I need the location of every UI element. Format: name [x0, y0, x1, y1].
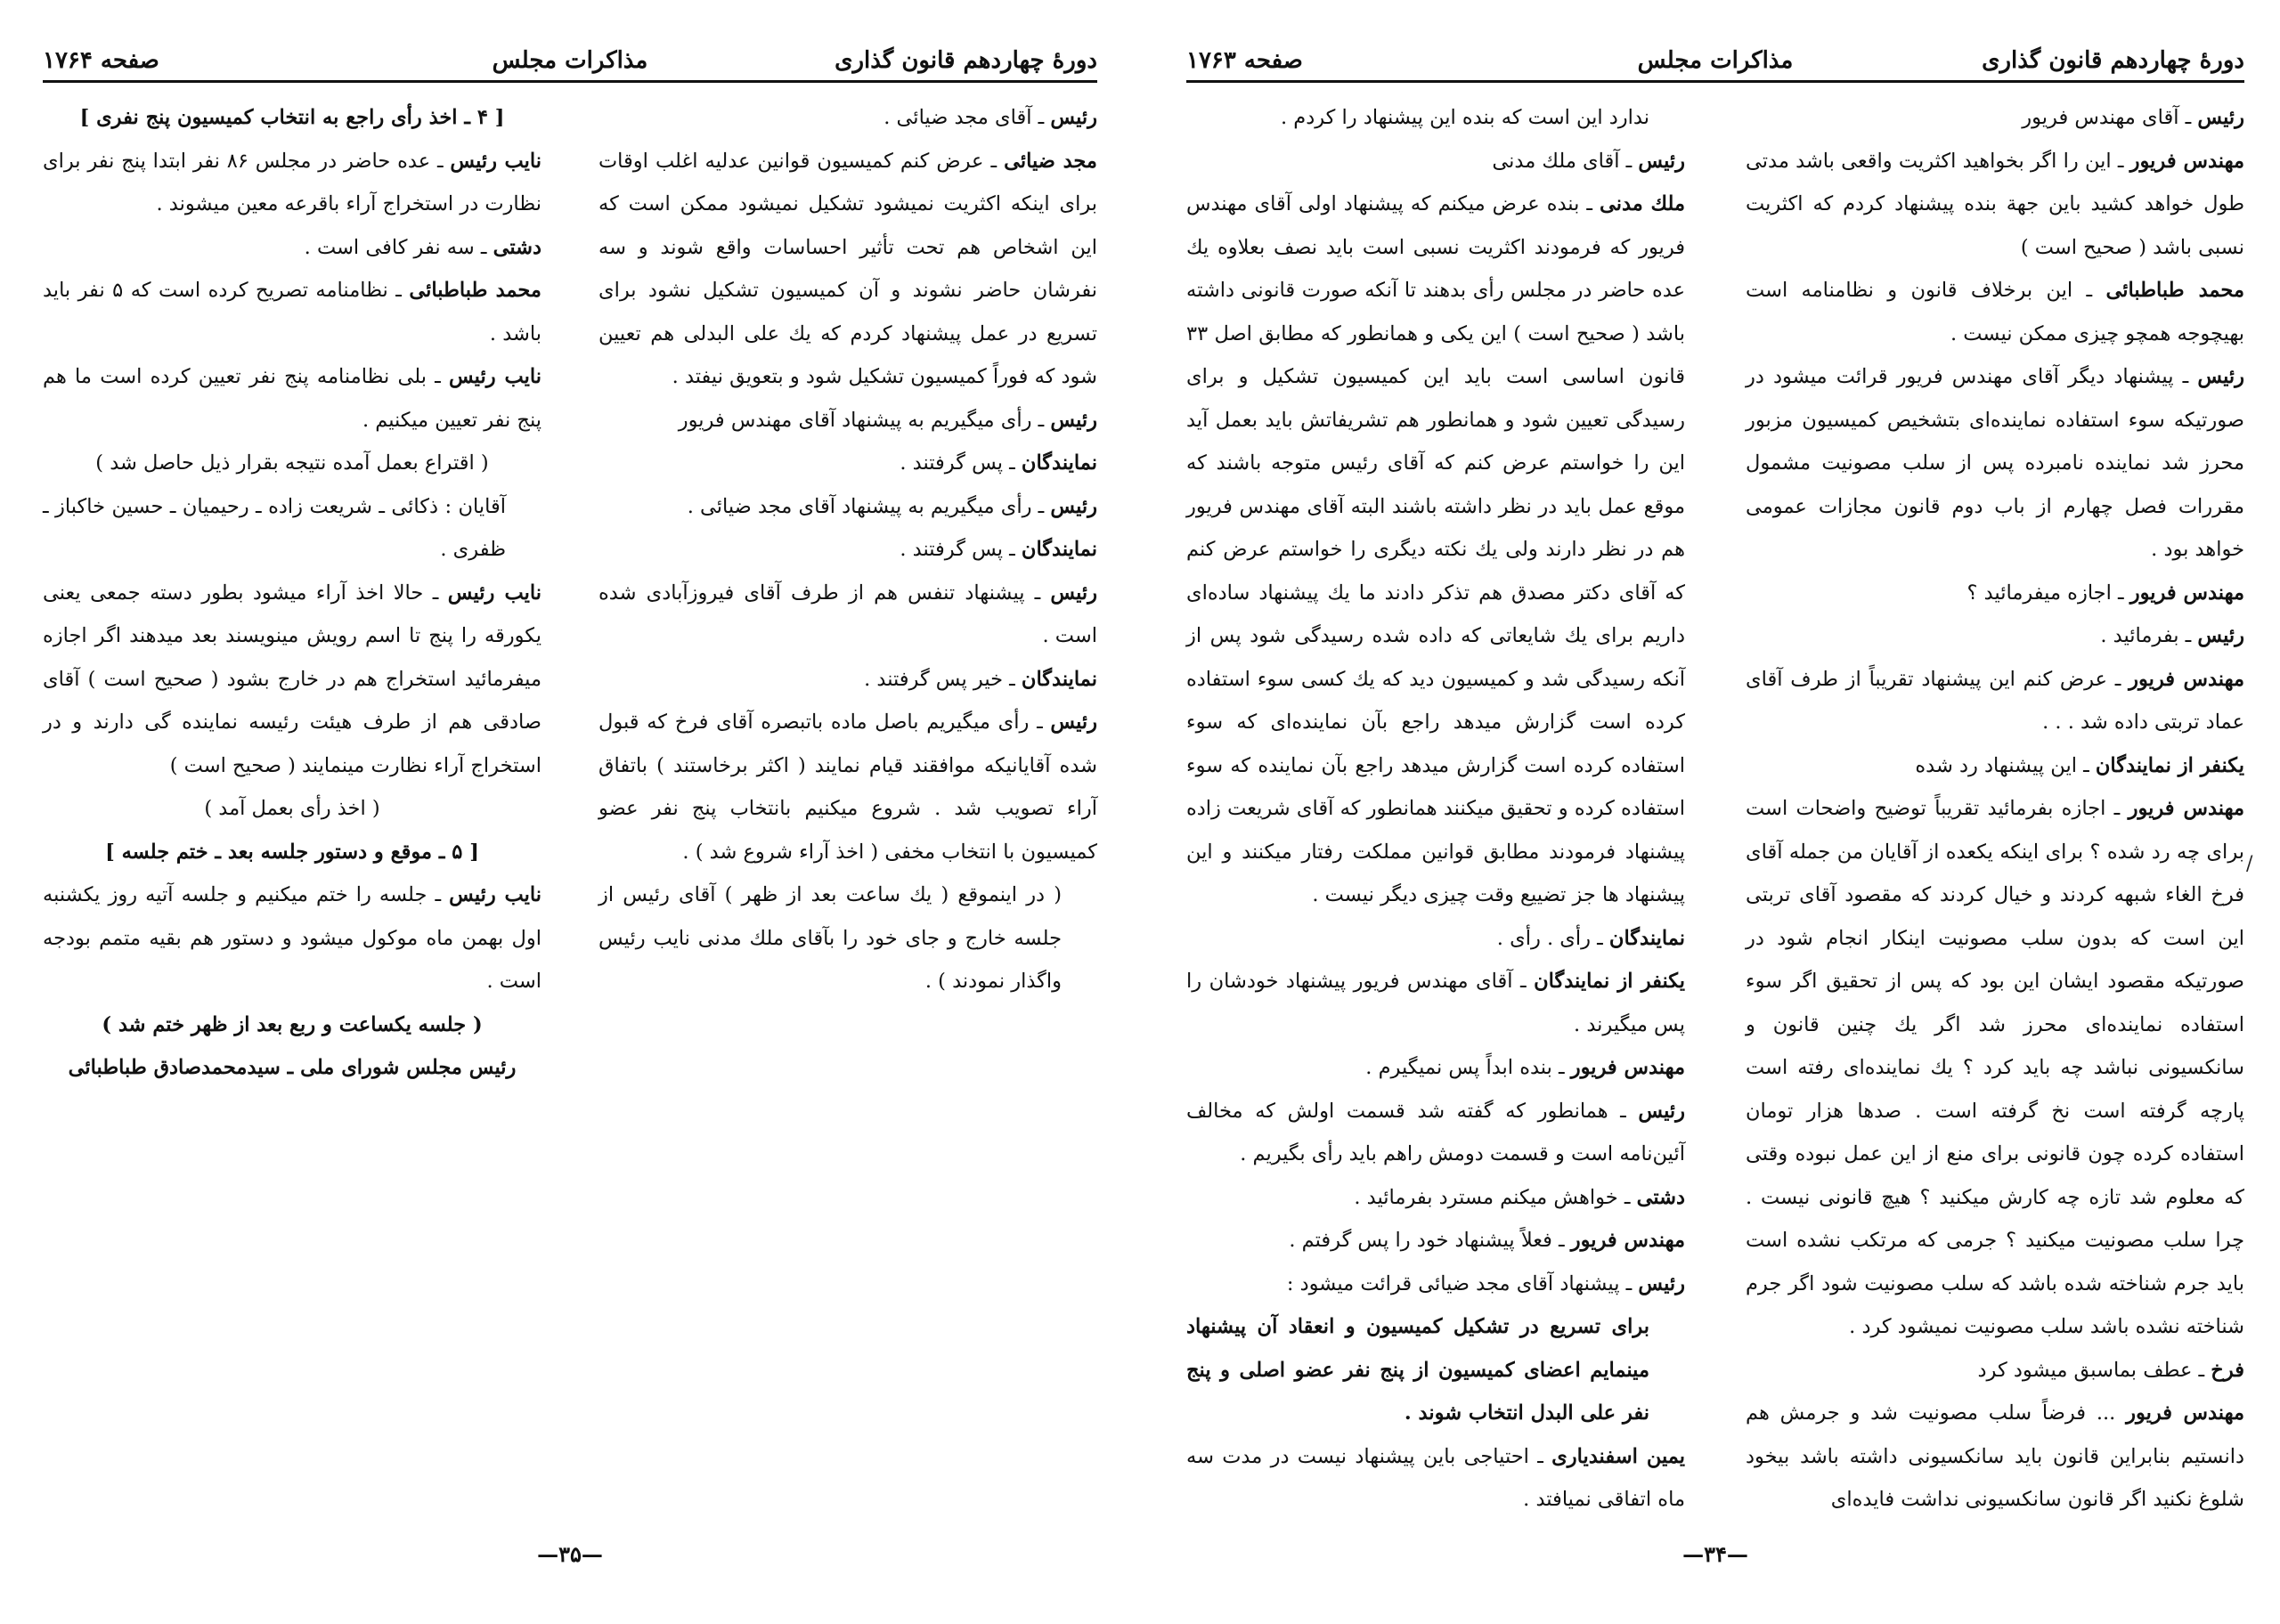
speech-text: ـ پس گرفتند .	[900, 538, 1022, 561]
speech-paragraph	[1186, 183, 1685, 917]
header-page-label: صفحه ۱۷۶۴	[43, 47, 159, 74]
speaker-name: مهندس فریور	[2129, 581, 2244, 605]
speaker-name: نایب رئیس	[447, 581, 542, 605]
speech-text: ... فرضاً سلب مصونیت شد و جرمش هم دانستیم بنابراین قانون باید سانکسیونی داشته باشد بیخود شلوغ نکنید اگر قانون سانکسیونی نداشت فایده‌ای	[1746, 1401, 2244, 1511]
speech-text: ـ اجازه بفرمائید تقریباً توضیح واضحات است برای چه رد شده ؟ برای اینکه یکعده از آقایان من جمله آقای فرخ الغاء شبهه کردند و خیال کردند که مقصود آقای تربتی این است که بدون سلب مصونیت اینکار انجام شود در صورتیکه مقصود ایشان این بود که پس از تحقیق اگر سوء استفاده نماینده‌ای محرز شد اگر یك چنین قانون و سانکسیونی نباشد چه باید کرد ؟ یك نماینده‌ای رفته است پارچه گرفته است نخ گرفته است . صدها هزار تومان استفاده کرده چون قانونی برای منع از این عمل نبوده وقتی که معلوم شد تازه چه کارش میکنید ؟ هیچ قانونی نیست . چرا سلب مصونیت میکنید ؟ جرمی که مرتکب نشده است باید جرم شناخته شده باشد که سلب مصونیت شود اگر جرم شناخته نشده باشد سلب مصونیت نمیشود کرد .	[1746, 797, 2244, 1338]
speech-paragraph	[1746, 1349, 2244, 1393]
speech-paragraph	[598, 658, 1097, 702]
speech-text: برای تسریع در تشکیل کمیسیون و انعقاد آن پیشنهاد مینمایم اعضای کمیسیون از پنج نفر عضو اصلی و پنج نفر علی البدل انتخاب شوند .	[1186, 1315, 1649, 1425]
speech-text: ـ این را اگر بخواهید اکثریت واقعی باشد مدتی طول خواهد کشید باین جهة بنده پیشنهاد کردم که اکثریت نسبی باشد ( صحیح است )	[1746, 149, 2244, 259]
speaker-name: رئیس	[1638, 1099, 1685, 1123]
speech-text: ـ عرض کنم کمیسیون قوانین عدلیه اغلب اوقات برای اینکه اکثریت نمیشود تشکیل نمیشود ممکن است که این اشخاص هم تحت تأثیر احساسات واقع شوند و سه نفرشان حاضر نشوند و آن کمیسیون تشکیل نشود برای تسریع در عمل پیشنهاد کردم که یك علی البدلی هم تعیین شود که فوراً کمیسیون تشکیل شود و بتعویق نیفتد .	[598, 149, 1097, 388]
speech-text: ـ آقای مهندس فریور پیشنهاد خودشان را پس میگیرند .	[1186, 970, 1685, 1036]
speech-paragraph	[1186, 1090, 1685, 1176]
header-title: مذاکرات مجلس	[492, 47, 648, 74]
speaker-name: نمایندگان	[1608, 926, 1685, 950]
page-right-1763	[1186, 45, 2244, 1594]
speaker-name: دشتی	[1636, 1185, 1685, 1209]
speech-paragraph	[1186, 1219, 1685, 1263]
speech-paragraph	[43, 355, 542, 442]
speech-paragraph	[1746, 614, 2244, 658]
speech-paragraph	[1186, 1305, 1685, 1435]
speech-paragraph	[1746, 269, 2244, 355]
speaker-name: نایب رئیس	[449, 365, 542, 388]
procedural-note: ( اخذ رأی بعمل آمد )	[204, 797, 380, 820]
speaker-name: یکنفر از نمایندگان	[2095, 753, 2244, 777]
speech-paragraph	[598, 701, 1097, 873]
speech-text: ـ حالا اخذ آراء میشود بطور دسته جمعی یعنی یکورقه را پنج تا اسم رویش مینویسند بعد میدهند اگر اجازه میفرمائید استخراج هم در خارج بشود ( صحیح است ) آقای صادقی هم از طرف هیئت رئیسه نماینده گی دارند و در استخراج آراء نظارت مینمایند ( صحیح است )	[43, 581, 542, 777]
text-column-left	[1186, 96, 1685, 1522]
section-heading: رئیس مجلس شورای ملی ـ سیدمحمدصادق طباطبائی	[68, 1056, 517, 1079]
speaker-name: رئیس	[1638, 149, 1685, 173]
page-number: —۳۴—	[1682, 1541, 1748, 1567]
speaker-name: محمد طباطبائی	[409, 279, 542, 302]
speaker-name: رئیس	[2197, 624, 2244, 647]
text-column-left	[43, 96, 542, 1090]
speech-paragraph	[598, 96, 1097, 140]
speech-paragraph	[43, 572, 542, 788]
speech-text: ـ پیشنهاد تنفس هم از طرف آقای فیروزآبادی شده است .	[598, 581, 1097, 647]
speech-text: آقایان : ذکائی ـ شریعت زاده ـ رحیمیان ـ حسین خاکباز ـ ظفری .	[43, 494, 506, 561]
speech-paragraph	[598, 873, 1097, 1003]
speech-text: ـ بنده ابداً پس نمیگیرم .	[1365, 1056, 1571, 1079]
header-page-label: صفحه ۱۷۶۳	[1186, 47, 1303, 74]
text-column-right	[1746, 96, 2244, 1522]
speech-text: ـ بنده عرض میکنم که پیشنهاد اولی آقای مهندس فریور که فرمودند اکثریت نسبی است باید نصف بعلاوه یك عده حاضر در مجلس رأی بدهند تا آنکه صورت قانونی داشته باشد ( صحیح است ) این یکی و همانطور که مطابق اصل ۳۳ قانون اساسی است باید این کمیسیون تشکیل و برای رسیدگی تعیین شود و همانطور هم تشریفاتش باید بعمل آید این را خواستم عرض کنم که آقای رئیس متوجه باشند که موقع عمل باید در نظر داشته باشند البته آقای مهندس فریور هم در نظر دارند ولی یك نکته دیگری را خواستم عرض کنم که آقای دکتر مصدق هم تذکر دادند ما یك پیشنهاد ساده‌ای داریم برای یك شایعاتی که داده شده رسیدگی شود پس از آنکه رسیدگی شد و کمیسیون دید که یك کسی سوء استفاده کرده است گزارش میدهد راجع بآن نماینده‌ای که سوء استفاده کرده است گزارش میدهد راجع بآن نماینده که سوء استفاده کرده و تحقیق میکنند همانطور که آقای شریعت زاده پیشنهاد فرمودند مطابق قوانین مملکت رفتار میکنند و این پیشنهاد ها جز تضییع وقت چیزی دیگر نیست .	[1186, 192, 1685, 906]
speech-paragraph	[43, 226, 542, 270]
speech-paragraph	[598, 399, 1097, 443]
page-number: —۳۵—	[537, 1541, 603, 1567]
speech-paragraph	[1186, 960, 1685, 1046]
speaker-name: ملك مدنی	[1599, 192, 1685, 215]
speech-text: ـ خواهش میکنم مسترد بفرمائید .	[1354, 1185, 1637, 1209]
speaker-name: رئیس	[1050, 106, 1097, 129]
speech-paragraph	[1186, 1046, 1685, 1090]
speaker-name: فرخ	[2211, 1358, 2244, 1382]
speech-text: ـ همانطور که گفته شد قسمت اولش که مخالف آئین‌نامه است و قسمت دومش راهم باید رأی بگیریم .	[1186, 1099, 1685, 1165]
procedural-note: ( اقتراع بعمل آمده نتیجه بقرار ذیل حاصل شد )	[95, 451, 489, 475]
speech-text: ـ بفرمائید .	[2100, 624, 2198, 647]
speech-text: ندارد این است که بنده این پیشنهاد را کردم .	[1281, 106, 1649, 129]
speech-paragraph	[43, 269, 542, 355]
speaker-name: نمایندگان	[1021, 538, 1097, 561]
page-left-1764	[43, 45, 1097, 1594]
speech-text: ـ جلسه را ختم میکنیم و جلسه آتیه روز یکشنبه اول بهمن ماه موکول میشود و دستور هم بقیه متمم بودجه است .	[43, 883, 542, 993]
speech-text: ـ خیر پس گرفتند .	[864, 667, 1022, 691]
page-header	[1186, 45, 2244, 83]
speech-paragraph	[43, 485, 542, 572]
speech-paragraph	[598, 572, 1097, 658]
speaker-name: رئیس	[2197, 365, 2244, 388]
speech-paragraph	[1186, 1176, 1685, 1220]
speech-text: ـ رأی . رأی .	[1496, 926, 1609, 950]
speech-paragraph	[1746, 96, 2244, 140]
speaker-name: یمین اسفندیاری	[1551, 1444, 1686, 1468]
speech-paragraph	[1746, 1392, 2244, 1522]
header-title: مذاکرات مجلس	[1637, 47, 1794, 74]
speaker-name: مجد ضیائی	[1004, 149, 1097, 173]
speech-text: ـ پیشنهاد دیگر آقای مهندس فریور قرائت میشود در صورتیکه سوء استفاده نماینده‌ای بتشخیص کمیسیون مزبور محرز شد نماینده نامبرده پس از سلب مصونیت مشمول مقررات فصل چهارم از باب دوم قانون مجازات عمومی خواهد بود .	[1746, 365, 2244, 561]
speaker-name: مهندس فریور	[1570, 1229, 1685, 1252]
speech-paragraph	[598, 140, 1097, 399]
speaker-name: رئیس	[1050, 581, 1097, 605]
speech-paragraph	[1186, 1435, 1685, 1522]
speaker-name: مهندس فریور	[2129, 667, 2244, 691]
speech-text: ـ رأی میگیریم به پیشنهاد آقای مجد ضیائی .	[687, 494, 1051, 518]
speech-paragraph	[1186, 1263, 1685, 1306]
speaker-name: رئیس	[1638, 1271, 1685, 1295]
speaker-name: رئیس	[1050, 710, 1097, 734]
speech-text: ـ این برخلاف قانون و نظامنامه است بهیچوجه همچو چیزی ممکن نیست .	[1746, 279, 2244, 345]
speech-text: ـ عده حاضر در مجلس ۸۶ نفر ابتدا پنج نفر برای نظارت در استخراج آراء باقرعه معین میشوند .	[43, 149, 542, 215]
speaker-name: مهندس فریور	[2128, 797, 2245, 820]
speech-text: ـ اجازه میفرمائید ؟	[1966, 581, 2130, 605]
speaker-name: محمد طباطبائی	[2105, 279, 2244, 302]
speech-paragraph	[43, 873, 542, 1003]
speech-text: ـ رأی میگیریم باصل ماده باتبصره آقای فرخ که قبول شده آقایانیکه موافقند قیام نمایند ( اکثر برخاستند ) باتفاق آراء تصویب شد . شروع میکنیم بانتخاب پنج نفر عضو کمیسیون با انتخاب مخفی ( اخذ آراء شروع شد ) .	[598, 710, 1097, 864]
speech-paragraph	[1746, 658, 2244, 744]
speech-paragraph	[1186, 140, 1685, 183]
speech-paragraph	[598, 528, 1097, 572]
speaker-name: رئیس	[1050, 408, 1097, 432]
speech-text: ـ این پیشنهاد رد شده	[1915, 753, 2096, 777]
speech-text: ـ فعلاً پیشنهاد خود را پس گرفتم .	[1289, 1229, 1571, 1252]
section-heading: [ ۵ ـ موقع و دستور جلسه بعد ـ ختم جلسه ]	[105, 840, 479, 864]
speech-text: ـ سه نفر کافی است .	[304, 235, 493, 259]
speech-text: ـ احتیاجی باین پیشنهاد نیست در مدت سه ماه اتفاقی نمیافتد .	[1186, 1444, 1685, 1511]
speaker-name: یکنفر از نمایندگان	[1534, 970, 1685, 993]
speaker-name: رئیس	[1050, 494, 1097, 518]
margin-annotation-mark: /	[2246, 853, 2253, 875]
section-heading: ( جلسه یکساعت و ربع بعد از ظهر ختم شد )	[102, 1012, 483, 1036]
speaker-name: نمایندگان	[1021, 667, 1097, 691]
speech-text: ـ آقای مهندس فریور	[2022, 106, 2198, 129]
speaker-name: نایب رئیس	[450, 149, 542, 173]
header-session: دورهٔ چهاردهم قانون گذاری	[1982, 47, 2244, 74]
header-session: دورهٔ چهاردهم قانون گذاری	[835, 47, 1097, 74]
speaker-name: رئیس	[2197, 106, 2244, 129]
speaker-name: نمایندگان	[1021, 451, 1097, 475]
speech-text: ـ آقای مجد ضیائی .	[884, 106, 1051, 129]
speech-text: ـ نظامنامه تصریح کرده است که ۵ نفر باید باشد .	[43, 279, 542, 345]
speech-paragraph	[1746, 140, 2244, 270]
speech-text: ـ پیشنهاد آقای مجد ضیائی قرائت میشود :	[1286, 1271, 1639, 1295]
speech-paragraph	[1746, 744, 2244, 788]
speech-text: ـ بلی نظامنامه پنج نفر تعیین کرده است ما هم پنج نفر تعیین میکنیم .	[43, 365, 542, 432]
speech-paragraph	[1746, 572, 2244, 615]
speech-paragraph	[43, 140, 542, 226]
speaker-name: مهندس فریور	[2126, 1401, 2244, 1425]
speech-text: ـ عرض کنم این پیشنهاد تقریباً از طرف آقای عماد تربتی داده شد . . .	[1746, 667, 2244, 734]
speech-paragraph	[1746, 355, 2244, 572]
speaker-name: مهندس فریور	[1570, 1056, 1685, 1079]
speech-paragraph	[1186, 917, 1685, 961]
speaker-name: نایب رئیس	[449, 883, 542, 906]
speech-paragraph	[598, 442, 1097, 485]
speaker-name: مهندس فریور	[2129, 149, 2245, 173]
speech-text: ـ آقای ملك مدنی	[1492, 149, 1639, 173]
speech-paragraph	[1746, 787, 2244, 1349]
speaker-name: دشتی	[493, 235, 542, 259]
speech-text: ( در اینموقع ( یك ساعت بعد از ظهر ) آقای رئیس از جلسه خارج و جای خود را بآقای ملك مدنی نایب رئیس واگذار نمودند ) .	[598, 883, 1062, 993]
speech-text: ـ عطف بماسبق میشود کرد	[1977, 1358, 2211, 1382]
section-heading: [ ۴ ـ اخذ رأی راجع به انتخاب کمیسیون پنج نفری ]	[79, 106, 505, 129]
speech-text: ـ رأی میگیریم به پیشنهاد آقای مهندس فریور	[678, 408, 1051, 432]
text-column-right	[598, 96, 1097, 1003]
page-header	[43, 45, 1097, 83]
speech-paragraph	[598, 485, 1097, 529]
speech-text: ـ پس گرفتند .	[900, 451, 1022, 475]
speech-paragraph	[1186, 96, 1685, 140]
